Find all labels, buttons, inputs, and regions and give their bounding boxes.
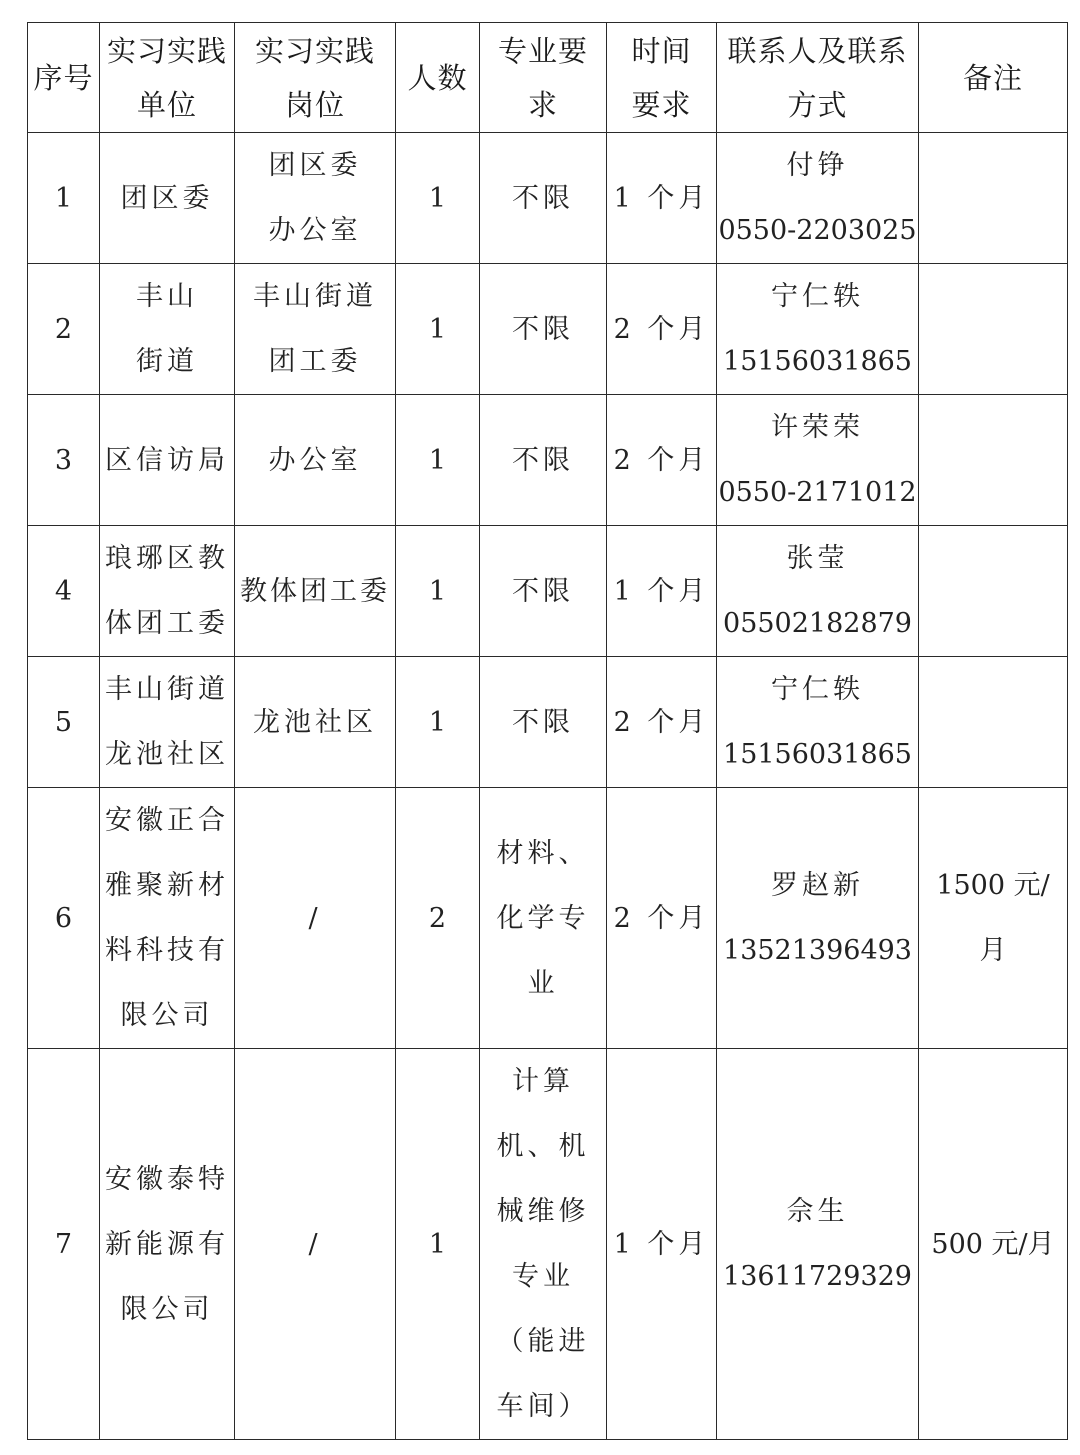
- row-unit: 琅琊区教 体团工委: [100, 526, 235, 657]
- row-contact: 许荣荣 0550-2171012: [717, 395, 919, 526]
- row-no: 6: [28, 788, 100, 1049]
- row-post: 团区委 办公室: [235, 133, 396, 264]
- row-time: 2 个月: [607, 788, 717, 1049]
- row-count: 2: [396, 788, 480, 1049]
- table-row: [28, 788, 1068, 1049]
- row-contact: 宁仁轶 15156031865: [717, 657, 919, 788]
- contact-phone: 13521396493: [723, 935, 912, 966]
- table-row: [28, 395, 1068, 526]
- header-cell-note: 备注: [919, 23, 1068, 133]
- row-count: 1: [396, 395, 480, 526]
- contact-phone: 15156031865: [723, 739, 912, 770]
- table-row: [28, 264, 1068, 395]
- contact-phone: 13611729329: [723, 1261, 912, 1292]
- row-contact: 张莹 05502182879: [717, 526, 919, 657]
- row-unit: 丰山 街道: [100, 264, 235, 395]
- header-cell-major: 专业要 求: [480, 23, 607, 133]
- row-contact: 付铮 0550-2203025: [717, 133, 919, 264]
- row-post: 丰山街道 团工委: [235, 264, 396, 395]
- row-time: 1 个月: [607, 133, 717, 264]
- row-major: 计算 机、机 械维修 专业 （能进 车间）: [480, 1049, 607, 1440]
- row-no: 2: [28, 264, 100, 395]
- row-note: [919, 133, 1068, 264]
- row-post: 龙池社区: [235, 657, 396, 788]
- header-cell-time: 时间 要求: [607, 23, 717, 133]
- row-contact: 佘生 13611729329: [717, 1049, 919, 1440]
- row-note: [919, 264, 1068, 395]
- contact-phone: 15156031865: [723, 346, 912, 377]
- row-unit: 安徽正合 雅聚新材 料科技有 限公司: [100, 788, 235, 1049]
- row-note: [919, 657, 1068, 788]
- row-post: /: [235, 788, 396, 1049]
- row-no: 7: [28, 1049, 100, 1440]
- contact-phone: 05502182879: [723, 608, 912, 639]
- header-cell-count: 人数: [396, 23, 480, 133]
- row-contact: 罗赵新 13521396493: [717, 788, 919, 1049]
- header-cell-contact: 联系人及联系 方式: [717, 23, 919, 133]
- header-cell-post: 实习实践 岗位: [235, 23, 396, 133]
- row-note: 500 元/月: [919, 1049, 1068, 1440]
- row-major: 不限: [480, 657, 607, 788]
- row-contact: 宁仁轶 15156031865: [717, 264, 919, 395]
- row-post: 教体团工委: [235, 526, 396, 657]
- row-note: [919, 526, 1068, 657]
- row-post: /: [235, 1049, 396, 1440]
- table-row: [28, 1049, 1068, 1440]
- row-unit: 团区委: [100, 133, 235, 264]
- header-row: [28, 23, 1068, 133]
- row-no: 3: [28, 395, 100, 526]
- row-no: 5: [28, 657, 100, 788]
- table-row: [28, 526, 1068, 657]
- row-time: 2 个月: [607, 657, 717, 788]
- row-major: 不限: [480, 264, 607, 395]
- row-note: [919, 395, 1068, 526]
- row-unit: 安徽泰特 新能源有 限公司: [100, 1049, 235, 1440]
- row-count: 1: [396, 526, 480, 657]
- contact-phone: 0550-2171012: [718, 477, 917, 508]
- row-time: 2 个月: [607, 395, 717, 526]
- table-row: [28, 133, 1068, 264]
- row-major: 不限: [480, 133, 607, 264]
- row-count: 1: [396, 657, 480, 788]
- row-count: 1: [396, 1049, 480, 1440]
- row-no: 1: [28, 133, 100, 264]
- header-cell-unit: 实习实践 单位: [100, 23, 235, 133]
- internship-table-container: [27, 22, 1068, 1440]
- row-count: 1: [396, 133, 480, 264]
- row-count: 1: [396, 264, 480, 395]
- row-no: 4: [28, 526, 100, 657]
- row-major: 不限: [480, 526, 607, 657]
- row-note: 1500 元/ 月: [919, 788, 1068, 1049]
- row-unit: 区信访局: [100, 395, 235, 526]
- row-post: 办公室: [235, 395, 396, 526]
- row-time: 1 个月: [607, 1049, 717, 1440]
- table-row: [28, 657, 1068, 788]
- row-major: 不限: [480, 395, 607, 526]
- header-cell-no: 序号: [28, 23, 100, 133]
- contact-phone: 0550-2203025: [718, 215, 917, 246]
- row-time: 1 个月: [607, 526, 717, 657]
- row-major: 材料、 化学专 业: [480, 788, 607, 1049]
- row-unit: 丰山街道 龙池社区: [100, 657, 235, 788]
- row-time: 2 个月: [607, 264, 717, 395]
- internship-table: [27, 22, 1068, 1440]
